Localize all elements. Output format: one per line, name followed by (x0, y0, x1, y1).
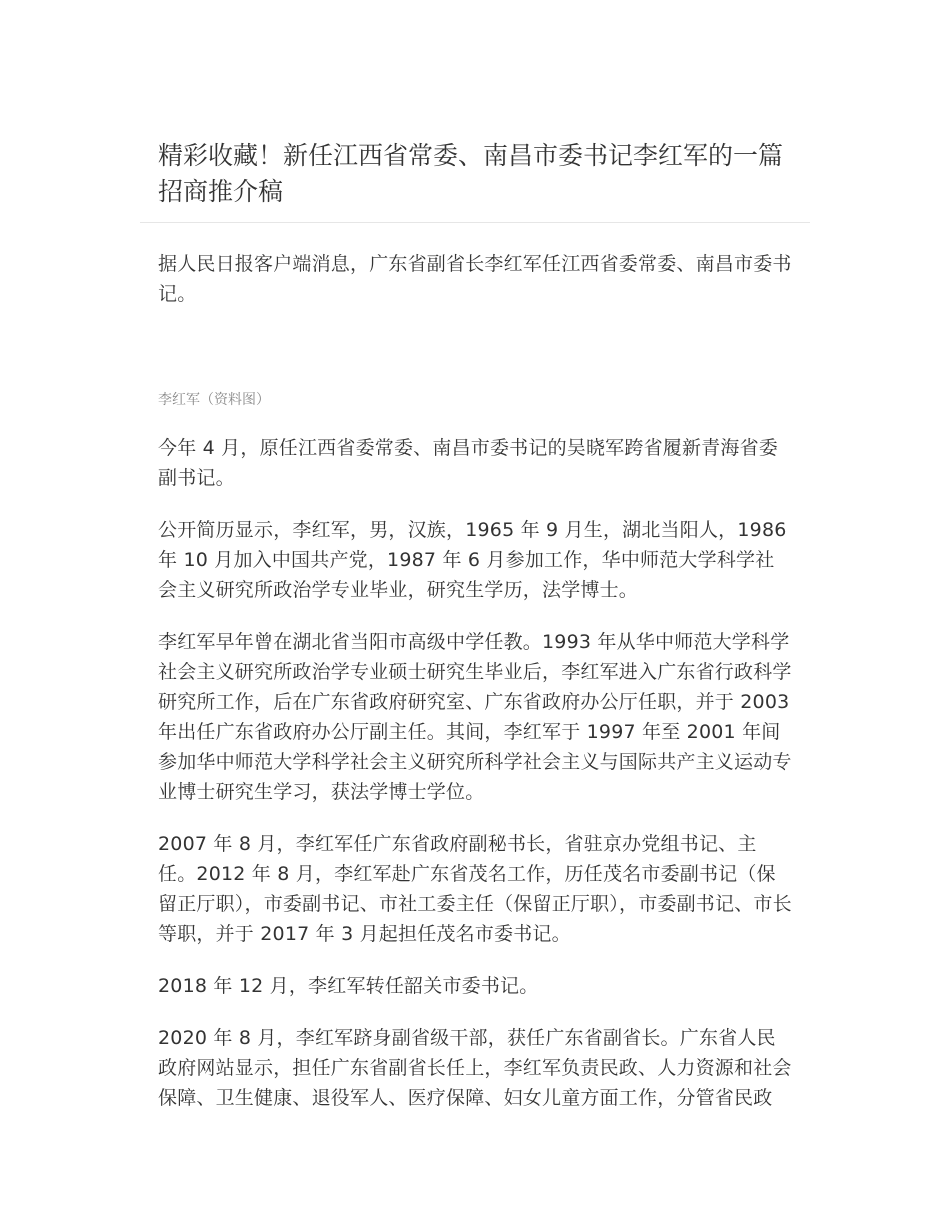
paragraph-6: 2020 年 8 月，李红军跻身副省级干部，获任广东省副省长。广东省人民政府网站显示，担任广东省副省长任上，李红军负责民政、人力资源和社会保障、卫生健康、退役军人、医疗保障、妇女儿童方面工作，分管省民政 (158, 1027, 792, 1109)
image-caption: 李红军（资料图） (158, 392, 270, 408)
paragraph-1: 今年 4 月，原任江西省委常委、南昌市委书记的吴晓军跨省履新青海省委副书记。 (158, 437, 778, 489)
paragraph-2: 公开简历显示，李红军，男，汉族，1965 年 9 月生，湖北当阳人，1986 年 10 月加入中国共产党，1987 年 6 月参加工作，华中师范大学科学社会主义研究所政治学专业毕业，研究生学历，法学博士。 (158, 519, 787, 601)
paragraph-4: 2007 年 8 月，李红军任广东省政府副秘书长，省驻京办党组书记、主任。2012 年 8 月，李红军赴广东省茂名工作，历任茂名市委副书记（保留正厅职），市委副书记、市社工委主任（保留正厅职），市委副书记、市长等职，并于 2017 年 3 月起担任茂名市委书记。 (158, 833, 792, 945)
paragraph-5: 2018 年 12 月，李红军转任韶关市委书记。 (158, 975, 539, 997)
article-body (140, 223, 810, 1113)
article (140, 138, 810, 1135)
paragraph-3: 李红军早年曾在湖北省当阳市高级中学任教。1993 年从华中师范大学科学社会主义研究所政治学专业硕士研究生毕业后，李红军进入广东省行政科学研究所工作，后在广东省政府研究室、广东省政府办公厅任职，并于 2003 年出任广东省政府办公厅副主任。其间，李红军于 1997 年至 2001 年间参加华中师范大学科学社会主义研究所科学社会主义与国际共产主义运动专业博士研究生学习，获法学博士学位。 (158, 631, 792, 803)
intro-paragraph: 据人民日报客户端消息，广东省副省长李红军任江西省委常委、南昌市委书记。 (158, 253, 792, 305)
article-image (158, 331, 792, 389)
title-block (140, 138, 810, 223)
article-title: 精彩收藏！新任江西省常委、南昌市委书记李红军的一篇招商推介稿 (158, 141, 784, 206)
